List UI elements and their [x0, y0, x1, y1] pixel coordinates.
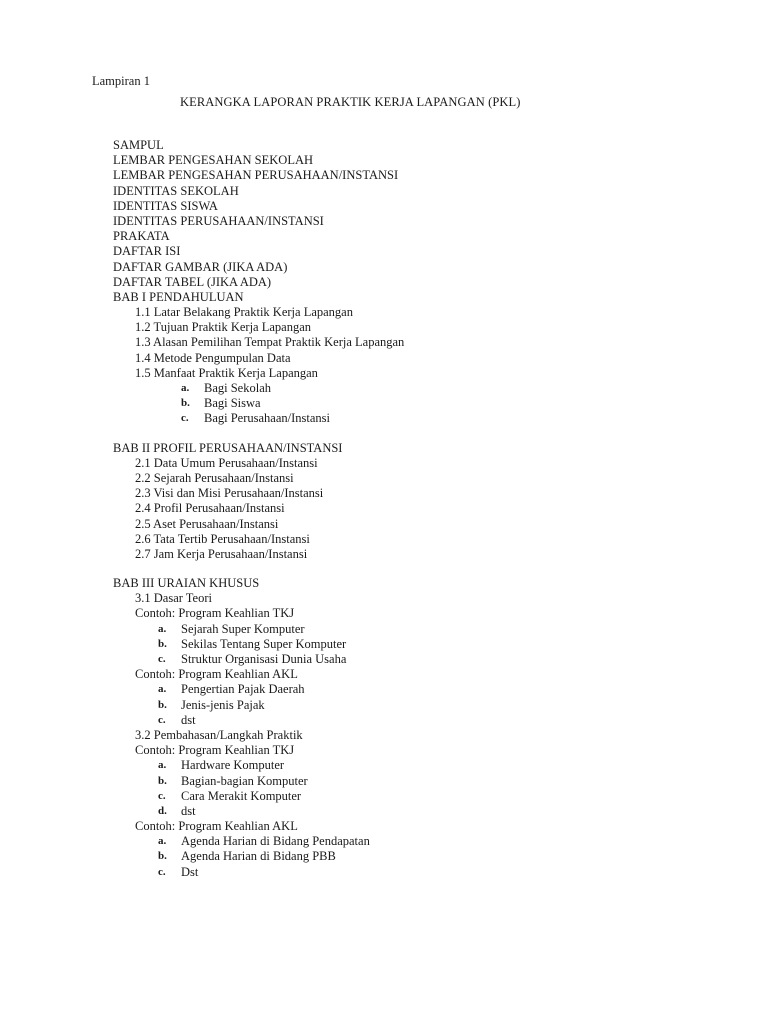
list-letter: c.	[158, 789, 166, 802]
outline-heading: BAB I PENDAHULUAN	[113, 289, 244, 304]
list-item-text: dst	[181, 712, 196, 727]
outline-heading: PRAKATA	[113, 229, 170, 244]
outline-list-item	[113, 652, 713, 667]
outline-subheading: Contoh: Program Keahlian TKJ	[135, 606, 295, 621]
document-title: KERANGKA LAPORAN PRAKTIK KERJA LAPANGAN (PKL)	[180, 95, 521, 109]
list-item-text: Bagian-bagian Komputer	[181, 773, 308, 788]
outline-list-item	[113, 774, 713, 789]
outline-list-item	[113, 758, 713, 773]
list-item-text: Dst	[181, 864, 199, 879]
outline-subheading: 3.2 Pembahasan/Langkah Praktik	[135, 727, 303, 742]
list-letter: b.	[158, 774, 167, 787]
outline-subheading: 3.1 Dasar Teori	[135, 591, 212, 606]
outline-heading: DAFTAR TABEL (JIKA ADA)	[113, 274, 272, 289]
outline-subheading: 2.7 Jam Kerja Perusahaan/Instansi	[135, 546, 308, 561]
list-letter: a.	[158, 835, 167, 848]
outline-heading: IDENTITAS PERUSAHAAN/INSTANSI	[113, 213, 324, 228]
outline-list-item	[113, 713, 713, 728]
list-letter: b.	[158, 637, 167, 650]
outline-heading: BAB III URAIAN KHUSUS	[113, 576, 260, 591]
report-outline	[113, 138, 713, 880]
list-letter: a.	[158, 622, 167, 635]
list-letter: c.	[158, 865, 166, 878]
outline-list-item	[113, 622, 713, 637]
outline-heading: DAFTAR GAMBAR (JIKA ADA)	[113, 259, 288, 274]
list-item-text: Agenda Harian di Bidang Pendapatan	[181, 834, 370, 849]
outline-list-item	[113, 804, 713, 819]
outline-heading: LEMBAR PENGESAHAN PERUSAHAAN/INSTANSI	[113, 168, 399, 183]
list-letter: b.	[158, 850, 167, 863]
list-item-text: Struktur Organisasi Dunia Usaha	[181, 652, 347, 666]
list-letter: a.	[158, 759, 167, 772]
outline-subheading: 1.4 Metode Pengumpulan Data	[135, 350, 291, 365]
outline-heading: SAMPUL	[113, 138, 164, 152]
outline-list-item	[113, 834, 713, 849]
outline-subheading: 2.4 Profil Perusahaan/Instansi	[135, 501, 285, 516]
list-letter: c.	[181, 412, 189, 425]
list-item-text: Bagi Sekolah	[204, 381, 272, 395]
list-item-text: Sejarah Super Komputer	[181, 621, 305, 636]
outline-subheading: Contoh: Program Keahlian AKL	[135, 667, 298, 682]
list-letter: c.	[158, 713, 166, 726]
outline-list-item	[113, 789, 713, 804]
outline-subheading: 2.6 Tata Tertib Perusahaan/Instansi	[135, 531, 310, 546]
section-gap	[113, 427, 713, 441]
outline-subheading: Contoh: Program Keahlian AKL	[135, 819, 298, 834]
list-item-text: dst	[181, 803, 196, 818]
outline-list-item	[113, 381, 713, 396]
outline-subheading: 1.5 Manfaat Praktik Kerja Lapangan	[135, 365, 318, 380]
list-item-text: Agenda Harian di Bidang PBB	[181, 849, 336, 864]
list-item-text: Sekilas Tentang Super Komputer	[181, 636, 347, 651]
outline-heading: DAFTAR ISI	[113, 244, 181, 259]
outline-heading: BAB II PROFIL PERUSAHAAN/INSTANSI	[113, 440, 343, 455]
outline-heading: LEMBAR PENGESAHAN SEKOLAH	[113, 153, 314, 168]
list-item-text: Bagi Perusahaan/Instansi	[204, 411, 331, 426]
outline-subheading: 2.1 Data Umum Perusahaan/Instansi	[135, 455, 318, 470]
outline-list-item	[113, 865, 713, 880]
list-item-text: Jenis-jenis Pajak	[181, 697, 265, 712]
list-letter: b.	[158, 698, 167, 711]
outline-list-item	[113, 637, 713, 652]
outline-list-item	[113, 682, 713, 697]
outline-subheading: 2.2 Sejarah Perusahaan/Instansi	[135, 470, 294, 485]
outline-list-item	[113, 411, 713, 426]
attachment-label: Lampiran 1	[92, 74, 150, 88]
outline-subheading: 2.3 Visi dan Misi Perusahaan/Instansi	[135, 486, 324, 501]
outline-heading: IDENTITAS SISWA	[113, 198, 218, 213]
list-item-text: Bagi Siswa	[204, 396, 261, 411]
list-letter: a.	[181, 382, 190, 394]
outline-subheading: 2.5 Aset Perusahaan/Instansi	[135, 516, 279, 531]
list-item-text: Hardware Komputer	[181, 758, 285, 773]
outline-subheading: 1.3 Alasan Pemilihan Tempat Praktik Kerja Lapangan	[135, 335, 405, 350]
outline-list-item	[113, 698, 713, 713]
outline-subheading: 1.1 Latar Belakang Praktik Kerja Lapangan	[135, 305, 353, 320]
outline-heading: IDENTITAS SEKOLAH	[113, 183, 239, 198]
list-letter: c.	[158, 653, 166, 665]
outline-list-item	[113, 849, 713, 864]
outline-list-item	[113, 396, 713, 411]
outline-subheading: Contoh: Program Keahlian TKJ	[135, 743, 295, 758]
list-item-text: Cara Merakit Komputer	[181, 788, 302, 803]
list-item-text: Pengertian Pajak Daerah	[181, 682, 305, 697]
list-letter: b.	[181, 397, 190, 410]
section-gap	[113, 562, 713, 576]
outline-subheading: 1.2 Tujuan Praktik Kerja Lapangan	[135, 320, 312, 335]
list-letter: a.	[158, 683, 167, 696]
list-letter: d.	[158, 804, 167, 817]
